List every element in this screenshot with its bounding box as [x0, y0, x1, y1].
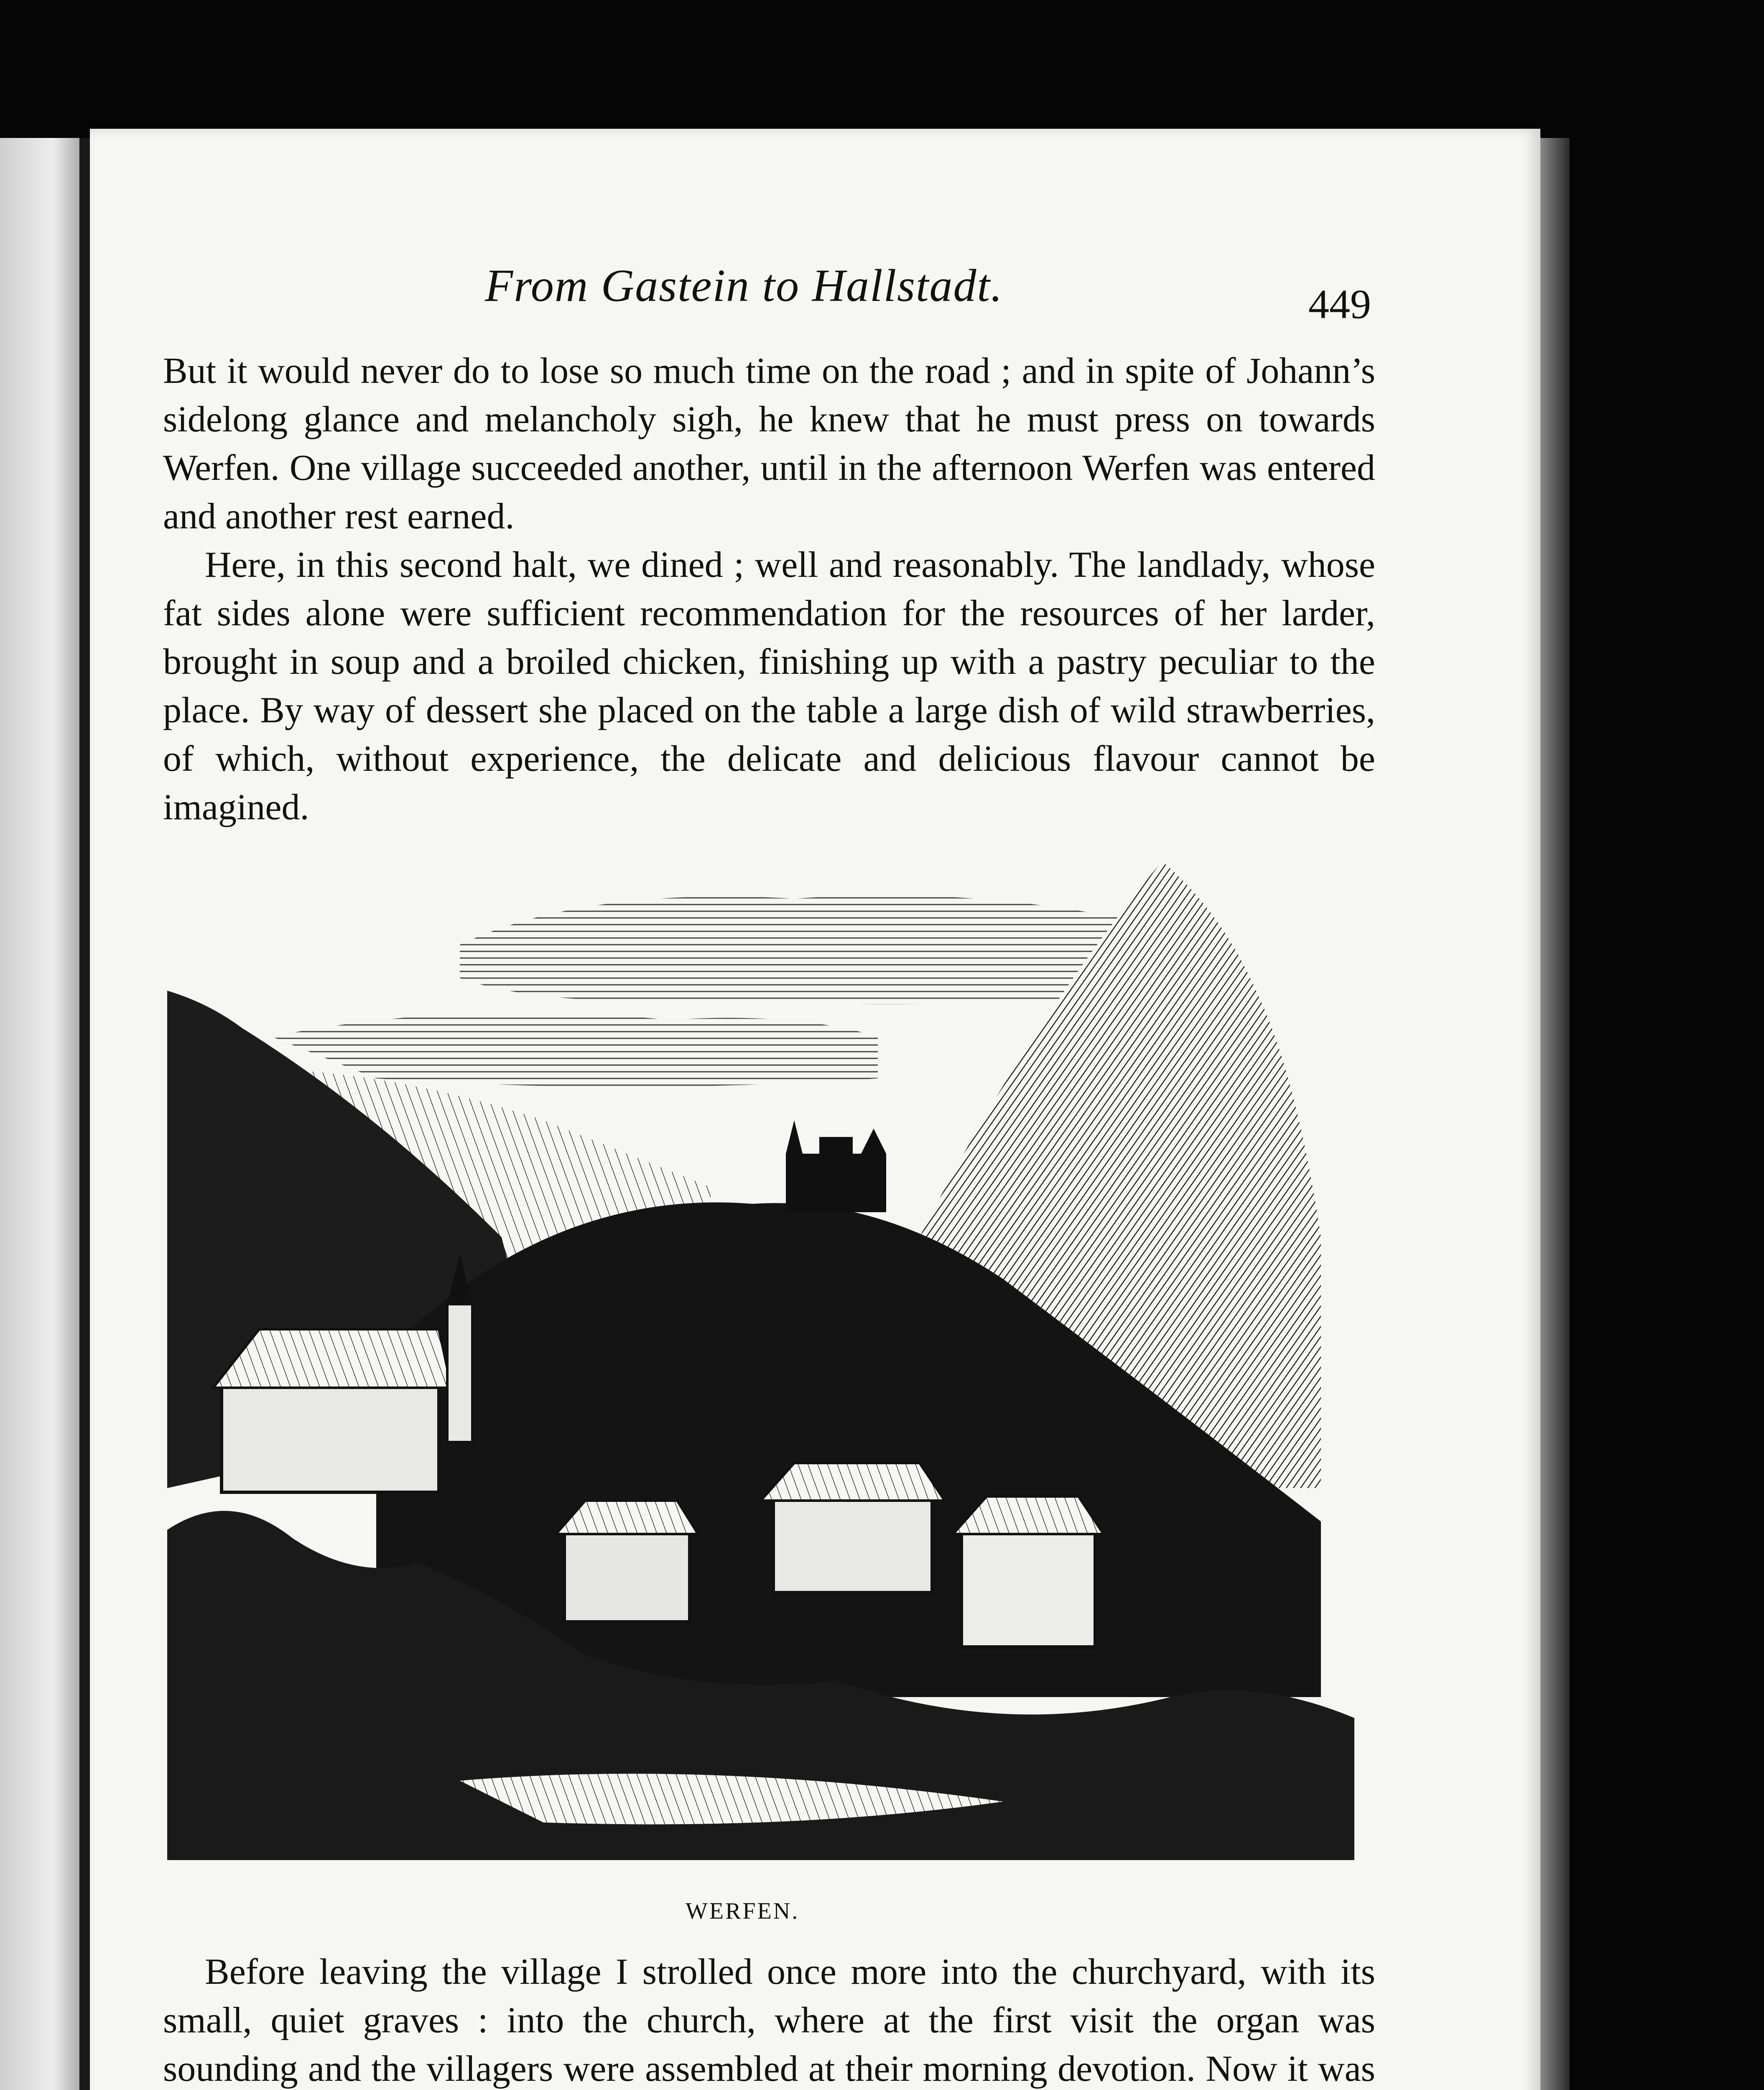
- illustration-caption: WERFEN.: [686, 1898, 800, 1924]
- white-border-bottom: [167, 1860, 1354, 1881]
- werfen-engraving: [167, 861, 1354, 1881]
- text-block-top: [163, 347, 1375, 832]
- adjacent-page-edge: [0, 138, 88, 2090]
- running-head: From Gastein to Hallstadt.: [485, 260, 1003, 311]
- engraving-svg: [167, 861, 1354, 1881]
- cloud-bank: [460, 895, 1129, 1004]
- paragraph: Here, in this second halt, we dined ; well and reasonably. The landlady, whose fat sides alone were sufficient recommendation for the resources of her larder, brought in soup and a broiled chicken, finishing up with a pastry peculiar to the place. By way of dessert she placed on the table a large dish of wild strawberries, of which, without experience, the delicate and delicious flavour cannot be imagined.: [163, 545, 1375, 828]
- page-edge-shadow: [1540, 138, 1570, 2090]
- paragraph: Before leaving the village I strolled once more into the churchyard, with its small, quiet graves : into the church, where at the first visit the organ was sounding and the villagers were assembled at their morning devotion. Now it was: [163, 1952, 1375, 2089]
- paragraph: But it would never do to lose so much time on the road ; and in spite of Johann’s sidelong glance and melancholy sigh, he knew that he must press on towards Werfen. One village succeeded another, until in the afternoon Werfen was entered and another rest earned.: [163, 351, 1375, 537]
- text-block-bottom: [163, 1948, 1375, 2090]
- cloud-bank-low: [272, 1012, 878, 1087]
- castle: [786, 1120, 886, 1212]
- page-number: 449: [1308, 281, 1371, 327]
